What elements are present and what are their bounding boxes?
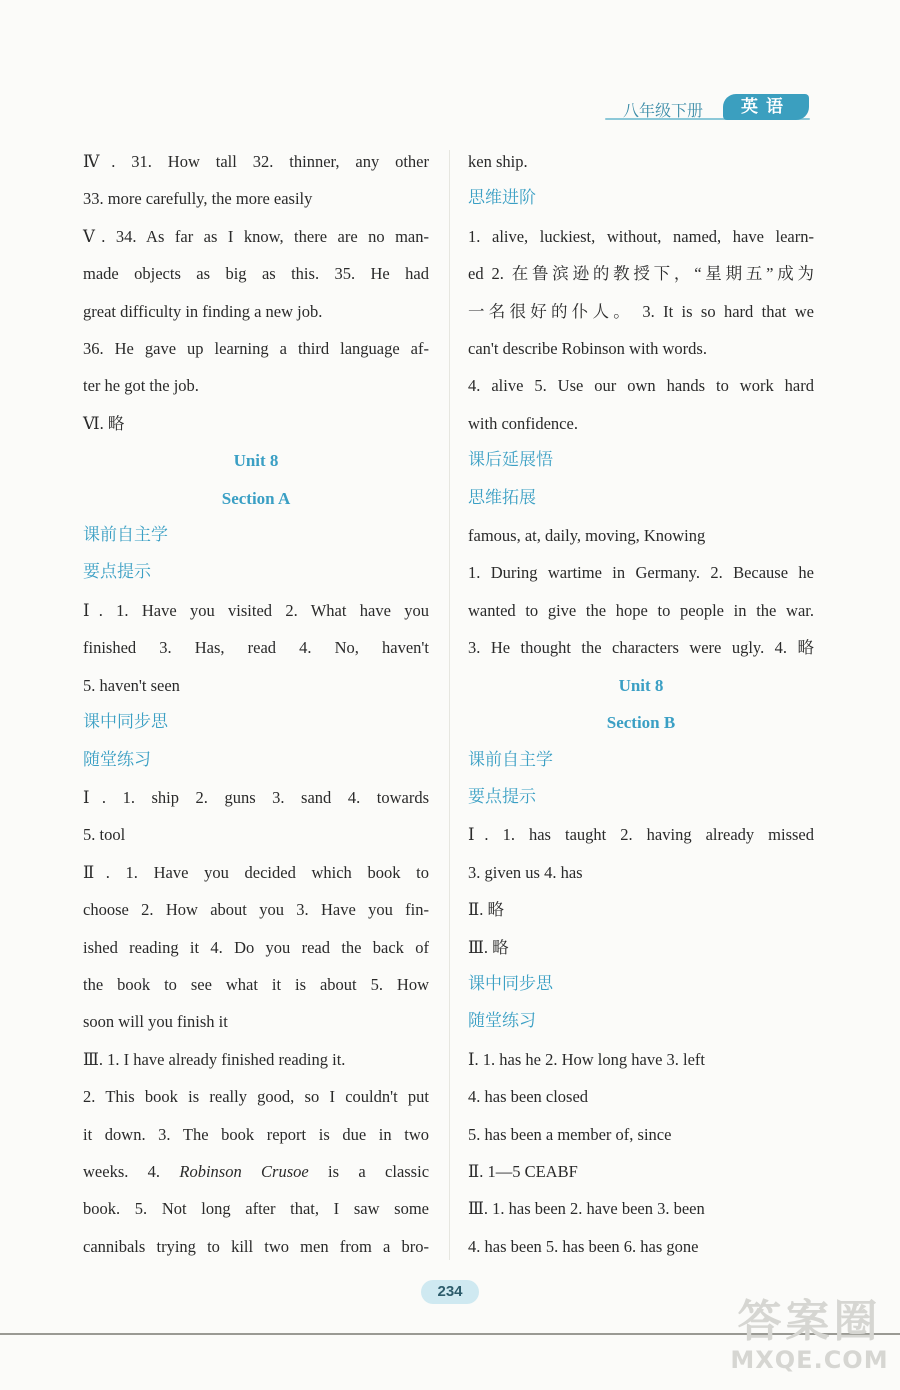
section-heading: 要点提示	[83, 562, 151, 583]
answer-line: weeks. 4. Robinson Crusoe is a classic	[83, 1161, 430, 1181]
answer-line: Ⅳ. 31. How tall 32. thinner, any other	[83, 152, 429, 171]
unit-heading: Section B	[606, 713, 676, 733]
answer-line: 2. This book is really good, so I couldn't put	[83, 1087, 429, 1107]
answer-line: 5. has been a member of, since	[468, 1124, 672, 1144]
answer-line: 5. tool	[83, 825, 126, 845]
answer-line: Ⅲ. 1. has been 2. have been 3. been	[468, 1199, 705, 1219]
answer-line: 36. He gave up learning a third language af-	[83, 339, 429, 359]
answer-line: 4. has been 5. has been 6. has gone	[468, 1236, 699, 1256]
answer-line: book. 5. Not long after that, I saw some	[83, 1199, 429, 1219]
section-heading: 要点提示	[468, 786, 536, 807]
section-heading: 课后延展悟	[468, 450, 553, 471]
section-heading: 课前自主学	[468, 749, 553, 770]
answer-line: with confidence.	[468, 413, 578, 433]
answer-line: the book to see what it is about 5. How	[83, 974, 429, 994]
unit-heading: Unit 8	[233, 451, 279, 471]
page-number: 234	[421, 1280, 479, 1304]
answer-line: ken ship.	[468, 152, 528, 171]
answer-line: 1. During wartime in Germany. 2. Because he	[468, 563, 814, 583]
answer-line: Ⅰ. 1. Have you visited 2. What have you	[83, 600, 429, 620]
column-divider	[449, 150, 450, 1260]
answer-line: 4. has been closed	[468, 1087, 589, 1107]
answer-line: 3. given us 4. has	[468, 862, 583, 882]
answer-line: Ⅰ. 1. ship 2. guns 3. sand 4. towards	[83, 787, 429, 807]
right-column	[468, 143, 814, 1265]
watermark-line1: 答案圈	[737, 1296, 882, 1347]
answer-line: 33. more carefully, the more easily	[83, 189, 313, 209]
answer-line: it down. 3. The book report is due in two	[83, 1124, 429, 1144]
answer-line: famous, at, daily, moving, Knowing	[468, 526, 706, 546]
answer-line: 3. He thought the characters were ugly. 4. 略	[468, 638, 814, 658]
answer-line: 一名很好的仆人。 3. It is so hard that we	[468, 301, 814, 321]
grade-label: 八年级下册	[623, 101, 704, 120]
answer-line: wanted to give the hope to people in the war.	[468, 600, 814, 620]
answer-line: Ⅰ. 1. has taught 2. having already missed	[468, 825, 814, 845]
answer-line: Ⅲ. 略	[468, 937, 509, 957]
answer-line: Ⅵ. 略	[83, 413, 125, 433]
answer-line: can't describe Robinson with words.	[468, 339, 707, 359]
subject-badge: 英语	[723, 94, 809, 120]
answer-line: Ⅴ. 34. As far as I know, there are no man-	[83, 226, 429, 246]
answer-line: great difficulty in finding a new job.	[83, 301, 323, 321]
answer-line: soon will you finish it	[83, 1012, 228, 1032]
answer-line: choose 2. How about you 3. Have you fin-	[83, 900, 429, 920]
watermark-logo	[722, 1298, 897, 1388]
answer-line: Ⅲ. 1. I have already finished reading it.	[83, 1049, 346, 1069]
section-heading: 思维进阶	[468, 188, 536, 209]
unit-heading: Section A	[221, 488, 291, 508]
section-heading: 随堂练习	[83, 749, 151, 770]
watermark-line2: MXQE.COM	[730, 1346, 889, 1374]
answer-line: 4. alive 5. Use our own hands to work hard	[468, 376, 814, 396]
section-heading: 思维拓展	[468, 487, 536, 508]
answer-line: 5. haven't seen	[83, 675, 180, 695]
section-heading: 随堂练习	[468, 1011, 536, 1032]
answer-line: made objects as big as this. 35. He had	[83, 264, 429, 284]
section-heading: 课中同步思	[468, 973, 553, 994]
answer-line: Ⅱ. 1. Have you decided which book to	[83, 862, 429, 882]
answer-line: 1. alive, luckiest, without, named, have learn-	[468, 226, 814, 246]
answer-line: Ⅰ. 1. has he 2. How long have 3. left	[468, 1049, 706, 1069]
answer-line: Ⅱ. 略	[468, 900, 504, 920]
page-header	[605, 92, 810, 128]
answer-line: Ⅱ. 1—5 CEABF	[468, 1161, 578, 1181]
left-column	[83, 143, 429, 1265]
answer-line: ter he got the job.	[83, 376, 199, 396]
unit-heading: Unit 8	[618, 675, 664, 695]
section-heading: 课前自主学	[83, 525, 168, 546]
section-heading: 课中同步思	[83, 712, 168, 733]
answer-line: finished 3. Has, read 4. No, haven't	[83, 638, 429, 658]
answer-line: ed 2. 在鲁滨逊的教授下，“星期五”成为	[468, 264, 814, 284]
answer-line: cannibals trying to kill two men from a bro-	[83, 1236, 429, 1256]
answer-line: ished reading it 4. Do you read the back of	[83, 937, 429, 957]
